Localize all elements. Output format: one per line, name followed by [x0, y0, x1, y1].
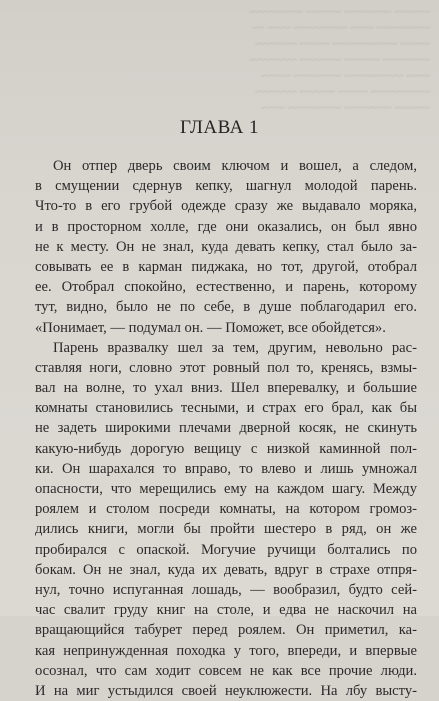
chapter-text: [35, 156, 417, 701]
text-line: И на миг устыдился своей неуклюжести. На лбу высту-: [35, 682, 417, 699]
text-line: не задеть широкими плечами дверной косяк, не скинуть: [35, 420, 417, 437]
text-line: пробирался с опаской. Могучие ручищи болтались по: [35, 541, 417, 558]
text-line: кая непринужденная походка у того, впереди, и впервые: [35, 642, 417, 659]
text-line: ставляя ноги, словно этот ровный пол то, кренясь, взмы-: [35, 359, 417, 376]
paragraph: [35, 338, 417, 701]
text-line: Что-то в его грубой одежде сразу же выдавало моряка,: [35, 198, 417, 215]
text-line: нул, точно испуганная лошадь, — вообразил, будто сей-: [35, 581, 417, 598]
text-line: не к месту. Он не знал, куда девать кепку, стал было за-: [35, 238, 417, 255]
text-line: вал на волне, то ухал вниз. Шел вперевалку, и большие: [35, 380, 417, 397]
text-line: в смущении сдернув кепку, шагнул молодой парень.: [35, 178, 417, 195]
text-line: ки. Он шарахался то вправо, то влево и лишь умножал: [35, 460, 417, 477]
text-line: дились книги, могли бы пройти шестеро в ряд, он же: [35, 521, 417, 538]
text-line: бокам. Он не знал, куда их девать, вдруг в страхе отпря-: [35, 561, 417, 578]
text-line: вращающийся табурет перед роялем. Он приметил, ка-: [35, 622, 417, 639]
text-line: роялем и столом посреди комнаты, на котором громоз-: [35, 501, 417, 518]
text-line: комнаты становились тесными, и страх его брал, как бы: [35, 400, 417, 417]
paragraph: [35, 156, 417, 338]
text-line: и в просторном холле, где они оказались, он был явно: [35, 218, 417, 235]
text-line: час свалит груду книг на столе, и едва не наскочил на: [35, 602, 417, 619]
text-line: опасности, что мерещились ему на каждом шагу. Между: [35, 481, 417, 497]
text-line: ее. Отобрал спокойно, естественно, и парень, которому: [35, 279, 417, 296]
text-line: «Понимает, — подумал он. — Поможет, все обойдется».: [35, 319, 386, 336]
chapter-title: ГЛАВА 1: [179, 117, 260, 138]
text-line: осознал, что сам ходит совсем не как все прочие люди.: [35, 662, 417, 679]
text-line: тут, видно, было не по себе, в душе поблагодарил его.: [35, 299, 417, 316]
text-line: совывать ее в карман пиджака, но тот, другой, отобрал: [35, 258, 417, 275]
text-line: Он отпер дверь своим ключом и вошел, а следом,: [53, 158, 417, 174]
bleed-through-texture: ~~~~~~ ~~~~~~~~ ~~~~~~ ~~~~~~~~~ ~~~~~~~~~ ~~~~ ~~~~~~~~~ ~~~~ ~~ ~~~~~ ~~~~~~~~~~~ ~~~~~ ~~~~~~~ ~~~~~~~~ ~~~~~~ ~~~~~~~ ~~~~~~~~ ~~~~ ~~~~~~~~~~ ~~~~~~~~ ~~~~~ ~~~~~~~~~~ ~~~~~ ~~~~~~ ~~~~~~~ ~~~~~~ ~~~~~~~~ ~~~~~~~~~ ~~~~: [249, 6, 430, 114]
text-line: какую-нибудь дорогую вещицу с низкой каминной пол-: [35, 440, 417, 457]
text-line: Парень вразвалку шел за тем, другим, невольно рас-: [53, 339, 417, 356]
